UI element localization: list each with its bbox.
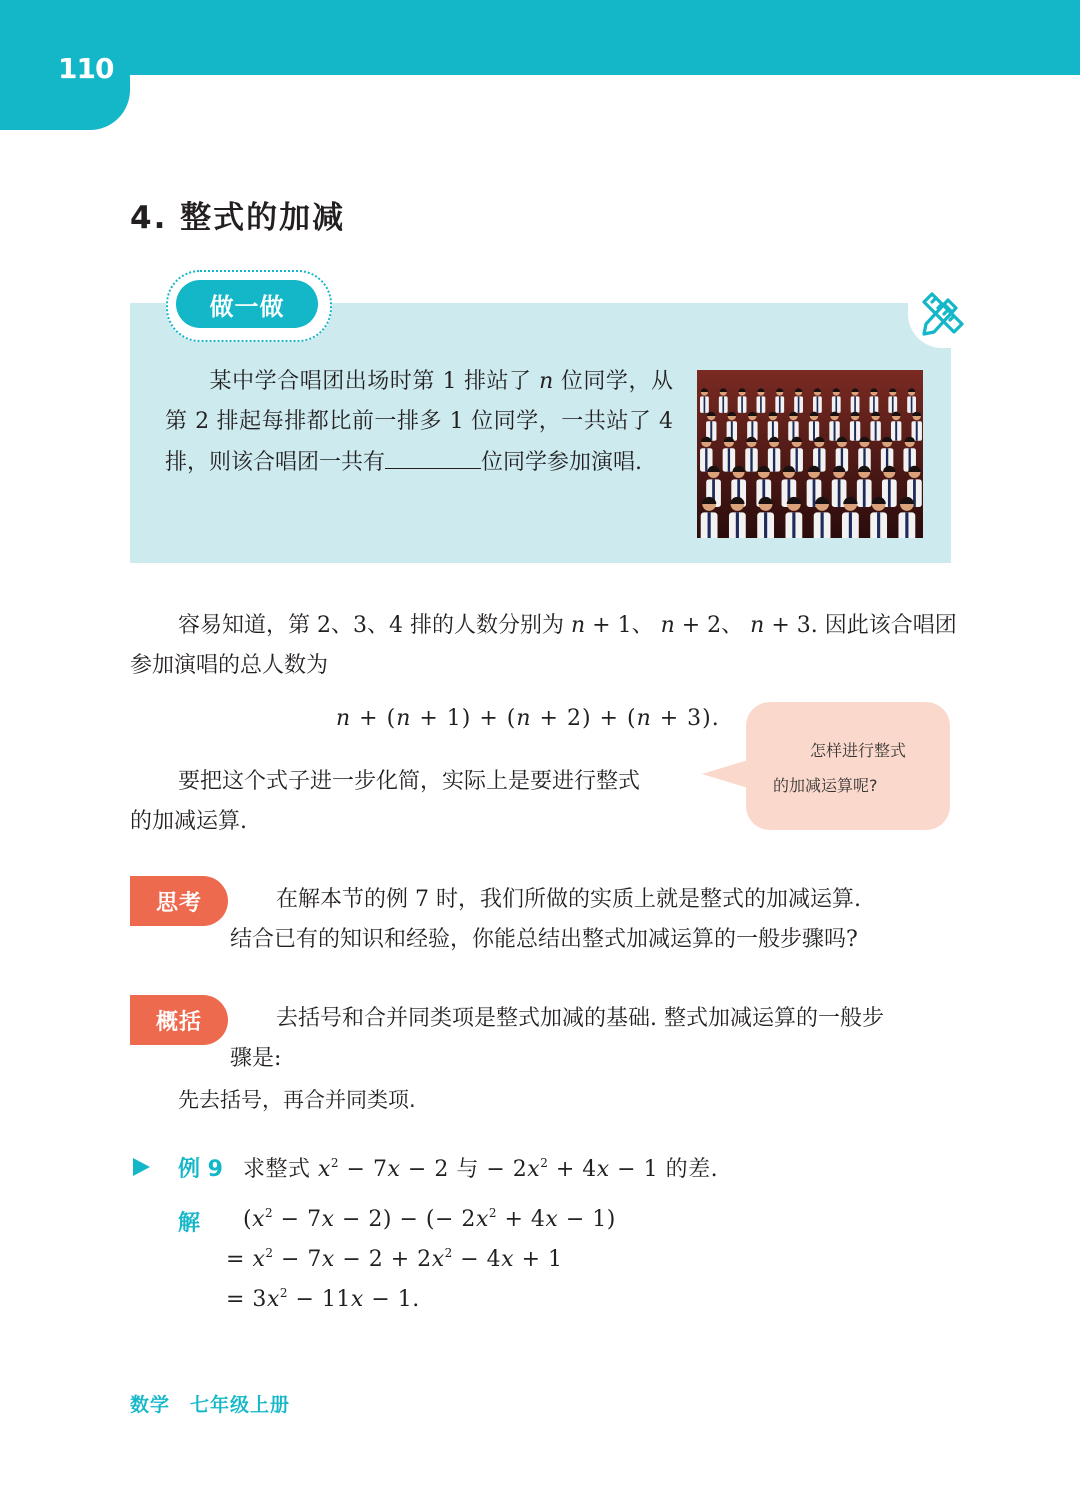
student-uniform-stripe (863, 479, 866, 507)
student-uniform-stripe (792, 512, 795, 538)
student-uniform-stripe (710, 421, 712, 441)
student-uniform-stripe (905, 512, 908, 538)
section-title: 4. 整式的加减 (130, 200, 346, 236)
student-uniform-stripe (817, 396, 819, 413)
intro-paragraph-2: 要把这个式子进一步化简，实际上是要进行整式 (178, 769, 641, 794)
student-uniform-stripe (813, 479, 816, 507)
intro-paragraph-1-line2: 参加演唱的总人数为 (130, 653, 329, 678)
activity-label: 做一做 (176, 280, 318, 328)
answer-blank (385, 442, 481, 469)
student-uniform-stripe (835, 396, 837, 413)
student-uniform-stripe (877, 512, 880, 538)
student-uniform-stripe (813, 421, 815, 441)
think-tag: 思考 (130, 876, 228, 926)
student-uniform-stripe (779, 396, 781, 413)
student-uniform-stripe (728, 448, 730, 471)
summary-rule: 先去括号，再合并同类项. (178, 1088, 416, 1112)
solution-step-2: = $x^2 - 7x - 2 + 2x^2 - 4x + 1$ (226, 1246, 563, 1272)
student-uniform-stripe (750, 448, 752, 471)
student-uniform-stripe (708, 512, 711, 538)
student-uniform-stripe (892, 396, 894, 413)
page-number: 110 (58, 52, 114, 85)
think-text-line1: 在解本节的例 7 时，我们所做的实质上就是整式的加减运算. (276, 887, 861, 912)
student-uniform-stripe (875, 421, 877, 441)
top-banner (0, 0, 1080, 75)
solution-step-3: = $3x^2 - 11x - 1$. (226, 1286, 420, 1312)
summary-tag: 概括 (130, 995, 228, 1045)
pencil-ruler-icon (918, 290, 968, 338)
total-formula: n + (n + 1) + (n + 2) + (n + 3). (336, 706, 720, 731)
footer-book-title: 数学 七年级上册 (130, 1394, 291, 1416)
student-uniform-stripe (722, 396, 724, 413)
think-text-line2: 结合已有的知识和经验，你能总结出整式加减运算的一般步骤吗? (230, 927, 858, 952)
student-uniform-stripe (821, 512, 824, 538)
solution-step-1: $(x^2 - 7x - 2)$ − (− $2x^2 + 4x - 1$) (243, 1206, 616, 1232)
speech-bubble-tail (702, 760, 748, 788)
student-uniform-stripe (849, 512, 852, 538)
student-uniform-stripe (888, 479, 891, 507)
student-uniform-stripe (834, 421, 836, 441)
bubble-text-line1: 怎样进行整式 (810, 741, 907, 760)
choir-photo (697, 370, 923, 538)
summary-text-line1: 去括号和合并同类项是整式加减的基础. 整式加减运算的一般步 (276, 1006, 884, 1031)
bubble-text-line2: 的加减运算呢? (773, 776, 878, 795)
student-uniform-stripe (773, 448, 775, 471)
student-uniform-stripe (873, 396, 875, 413)
student-uniform-stripe (704, 396, 706, 413)
student-uniform-stripe (796, 448, 798, 471)
student-uniform-stripe (736, 512, 739, 538)
student-uniform-stripe (911, 396, 913, 413)
intro-paragraph-2-line2: 的加减运算. (130, 809, 247, 834)
student-uniform-stripe (854, 421, 856, 441)
student-uniform-stripe (916, 421, 918, 441)
example-question: 求整式 $x^2 - 7x - 2$ 与 − $2x^2 + 4x - 1$ 的差. (243, 1156, 719, 1182)
student-uniform-stripe (760, 396, 762, 413)
student-uniform-stripe (764, 512, 767, 538)
example-label: 例 9 (178, 1157, 223, 1182)
intro-paragraph-1: 容易知道，第 2、3、4 排的人数分别为 n + 1、 n + 2、 n + 3. 因此该合唱团 (178, 613, 957, 638)
activity-text: 某中学合唱团出场时第 1 排站了 n 位同学，从第 2 排起每排都比前一排多 1 位同学，一共站了 4 排，则该合唱团一共有 位同学参加演唱. (165, 369, 673, 475)
summary-text-line2: 骤是: (230, 1046, 282, 1071)
triangle-arrow-icon (133, 1158, 150, 1176)
student-uniform-stripe (895, 421, 897, 441)
solution-label: 解 (178, 1211, 201, 1236)
student-uniform-stripe (838, 479, 841, 507)
student-uniform-stripe (741, 396, 743, 413)
speech-bubble (746, 702, 950, 830)
student-uniform-stripe (705, 448, 707, 471)
student-uniform-stripe (798, 396, 800, 413)
student-uniform-stripe (854, 396, 856, 413)
